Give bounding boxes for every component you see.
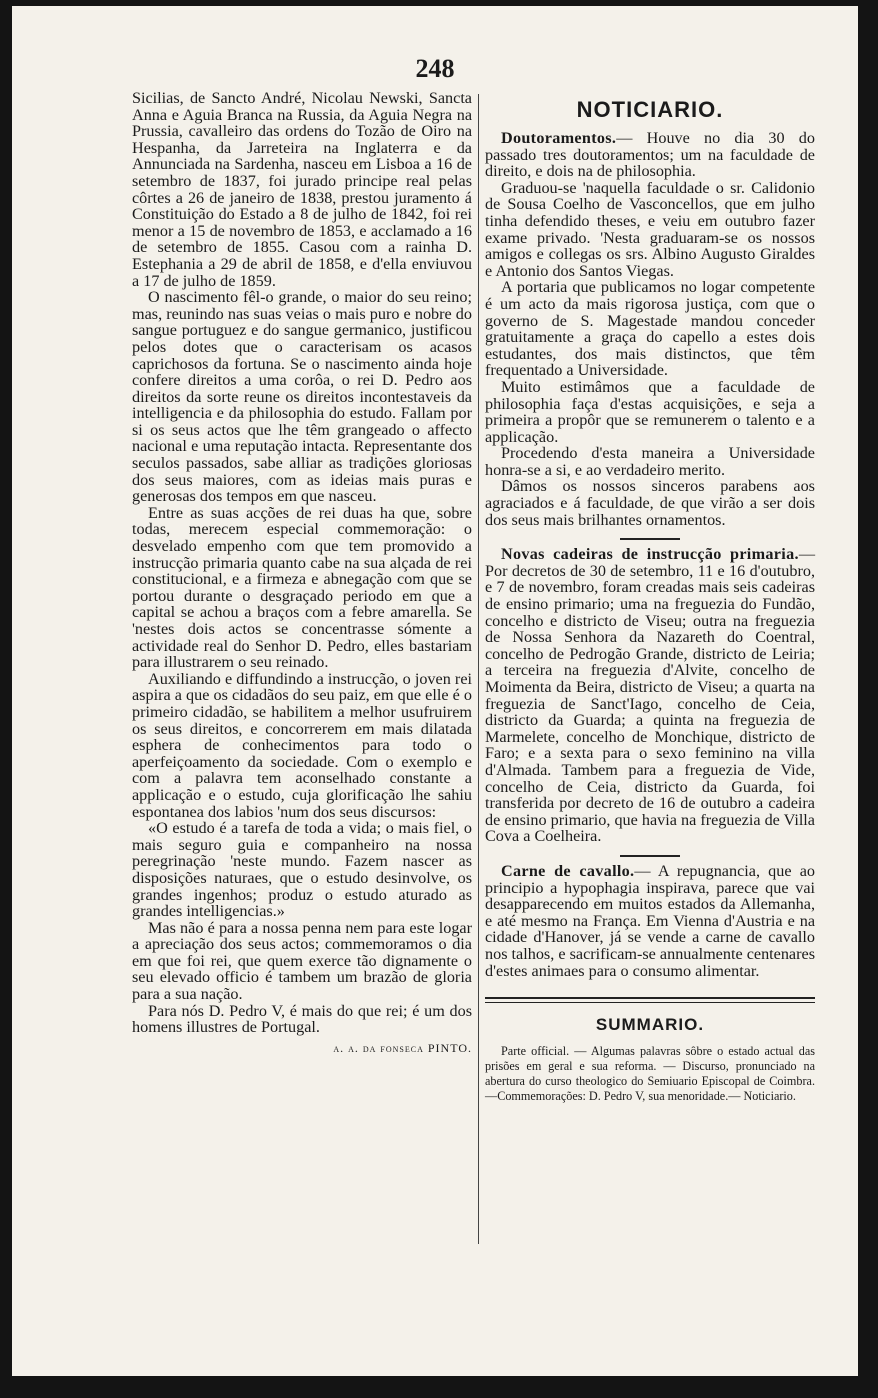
scan-border xyxy=(0,1376,878,1398)
left-column xyxy=(132,90,472,1056)
summary-title: SUMMARIO. xyxy=(595,1015,705,1035)
news-text: — Houve no dia 30 do passado tres doutoramentos; um na faculdade de direito, e dois na de philosophia. xyxy=(485,129,815,181)
news-paragraph: Dâmos os nossos sinceros parabens aos agraciados e á faculdade, de que virão a ser dois dos seus mais brilhantes ornamentos. xyxy=(485,477,815,529)
summary-rule xyxy=(485,997,815,1003)
item-separator xyxy=(620,538,680,540)
item-separator xyxy=(620,855,680,857)
article-quote: «O estudo é a tarefa de toda a vida; o mais fiel, o mais seguro guia e companheiro na nossa peregrinação 'neste mundo. Fazem nascer as disposições naturaes, que o estudo desinvolve, os grandes ingenhos; produz o estudo aturado as grandes intelligencias.» xyxy=(132,819,472,921)
column-divider xyxy=(478,94,479,1244)
news-heading: Novas cadeiras de instrucção primaria. xyxy=(501,545,799,564)
news-item xyxy=(485,546,815,845)
author-signature xyxy=(132,1040,472,1057)
news-paragraph: A portaria que publicamos no logar competente é um acto da mais rigorosa justiça, com que o governo de S. Magestade mandou conceder gratuitamente a graça do capello a estes dois estudantes, dos mais distinctos, que têm frequentado a Universidade. xyxy=(485,278,815,380)
news-item xyxy=(485,863,815,979)
news-heading: Doutoramentos. xyxy=(501,129,617,147)
news-paragraph: Muito estimâmos que a faculdade de philosophia faça d'estas acquisições, e seja a primeira a propôr que se remunerem o talento e a applicação. xyxy=(485,377,815,446)
author-surname: PINTO. xyxy=(427,1040,472,1055)
news-item xyxy=(485,130,815,180)
author-initials: a. a. da fonseca xyxy=(333,1040,424,1055)
page-number: 248 xyxy=(415,54,455,83)
article-paragraph: O nascimento fêl-o grande, o maior do seu reino; mas, reunindo nas suas veias o mais puro e nobre do sangue portuguez e do sangue germanico, justificou pelos dotes que o caracterisam os acasos caprichosos da fortuna. Se o nascimento ainda hoje confere direitos a uma corôa, o rei D. Pedro aos direitos da sorte reune os direitos incontestaveis da intelligencia e da philosophia do estudo. Fallam por si os seus actos que lhe têm grangeado o affecto nacional e uma reputação intacta. Representante dos seculos passados, sabe alliar as tradições gloriosas dos seus maiores, com as ideias mais puras e generosas dos tempos em que nasceu. xyxy=(132,288,472,506)
section-title: NOTICIARIO. xyxy=(576,97,724,122)
news-heading: Carne de cavallo. xyxy=(501,861,635,880)
summary-text: Parte official. — Algumas palavras sôbre o estado actual das prisões em geral e sua reforma. — Discurso, pronunciado na abertura do curso theologico do Semiuario Episcopal de Coimbra.—Commemorações: D. Pedro V, sua menoridade.— Noticiario. xyxy=(485,1043,815,1103)
article-paragraph: Sicilias, de Sancto André, Nicolau Newski, Sancta Anna e Aguia Branca na Russia, da Aguia Negra na Prussia, cavalleiro das ordens do Tozão de Oiro na Hespanha, da Jarreteira na Inglaterra e da Annunciada na Sardenha, nasceu em Lisboa a 16 de setembro de 1837, foi jurado principe real pelas côrtes a 26 de janeiro de 1838, prestou juramento á Constituição do Estado a 8 de julho de 1842, foi rei menor a 15 de novembro de 1853, e acclamado a 16 de setembro de 1855. Casou com a rainha D. Estephania a 29 de abril de 1858, e d'ella enviuvou a 17 de julho de 1859. xyxy=(132,89,472,290)
article-paragraph: Para nós D. Pedro V, é mais do que rei; é um dos homens illustres de Portugal. xyxy=(132,1001,472,1037)
right-column xyxy=(485,90,815,1104)
article-paragraph: Auxiliando e diffundindo a instrucção, o joven rei aspira a que os cidadãos do seu paiz, em que elle é o primeiro cidadão, se habilitem a melhor usufruirem os seus direitos, e concorrerem em mais dilatada esphera de conhecimentos para todo o aperfeiçoamento da sociedade. Com o exemplo e com a palavra tem aconselhado constante a applicação e o estudo, cuja glorificação lhe sahiu espontanea dos labios 'num dos seus discursos: xyxy=(132,669,472,821)
article-paragraph: Mas não é para a nossa penna nem para este logar a apreciação dos seus actos; commemoramos o dia em que foi rei, que quem exerce tão dignamente o seu elevado officio é tambem um brazão de gloria para a sua nação. xyxy=(132,918,472,1004)
news-paragraph: Procedendo d'esta maneira a Universidade honra-se a si, e ao verdadeiro merito. xyxy=(485,444,815,479)
news-text: — A repugnancia, que ao principio a hypophagia inspirava, parece que vai desapparecendo em muitos estados da Allemanha, e até mesmo na França. Em Vienna d'Austria e na cidade d'Hanover, já se vende a carne de cavallo nos talhos, e sacrificam-se annualmente centenares d'estes animaes para o consumo alimentar. xyxy=(485,861,815,980)
news-text: — Por decretos de 30 de setembro, 11 e 16 d'outubro, e 7 de novembro, foram creadas mais seis cadeiras de ensino primario; uma na freguezia do Fundão, concelho e districto de Viseu; outra na freguezia de Nossa Senhora da Nazareth do Coentral, concelho de Pedrogão Grande, districto de Leiria; a terceira na freguezia d'Alvite, concelho de Moimenta da Beira, districto de Viseu; a quarta na freguezia de Sanct'Iago, concelho de Ceia, districto da Guarda; a quinta na freguezia de Marmelete, concelho de Monchique, districto de Faro; e a sexta para o sexo feminino na villa d'Almada. Tambem para a freguezia de Vide, concelho de Ceia, districto da Guarda, foi transferida por decreto de 16 de outubro a cadeira de ensino primario, que havia na freguezia de Villa Cova a Coelheira. xyxy=(485,545,815,846)
news-paragraph: Graduou-se 'naquella faculdade o sr. Calidonio de Sousa Coelho de Vasconcellos, que em julho tinha defendido theses, e veiu em outubro fazer exame privado. 'Nesta graduaram-se os nossos amigos e collegas os srs. Albino Augusto Giraldes e Antonio dos Santos Viegas. xyxy=(485,178,815,280)
article-paragraph: Entre as suas acções de rei duas ha que, sobre todas, merecem especial commemoração: o desvelado empenho com que tem promovido a instrucção primaria quanto cabe na sua alçada de rei constitucional, e a firmeza e abnegação com que se portou durante o desgraçado periodo em que a capital se achou a braços com a febre amarella. Se 'nestes dois actos se concentrasse sómente a actividade real do Senhor D. Pedro, elles bastariam para illustrarem o seu reinado. xyxy=(132,503,472,672)
newspaper-page xyxy=(12,6,858,1376)
